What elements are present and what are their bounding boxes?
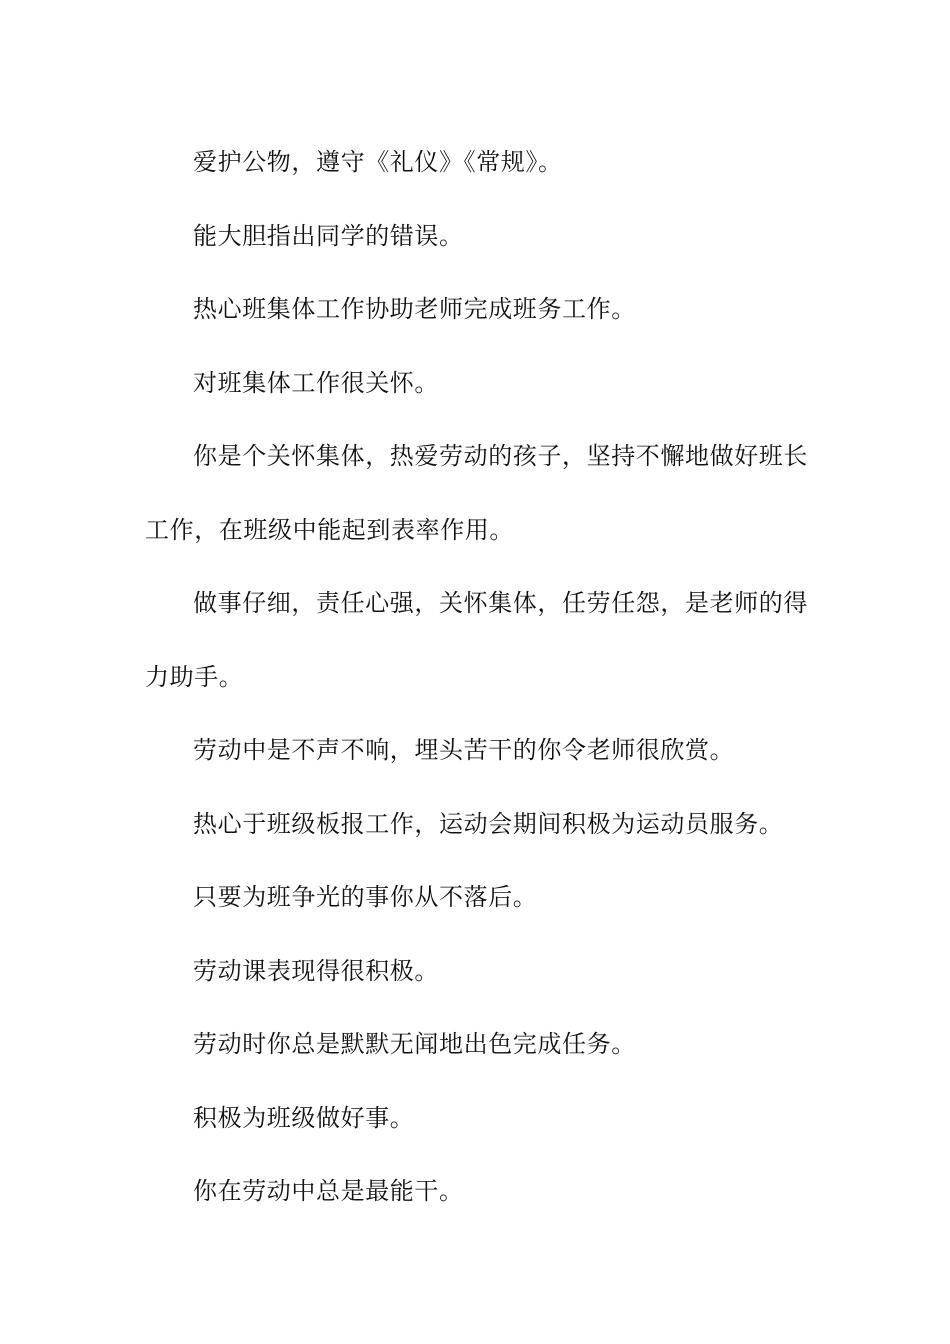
paragraph: 热心班集体工作协助老师完成班务工作。	[193, 295, 636, 323]
paragraph: 你在劳动中总是最能干。	[193, 1177, 464, 1205]
paragraph: 爱护公物，遵守《礼仪》《常规》。	[193, 148, 563, 176]
paragraph: 热心于班级板报工作，运动会期间积极为运动员服务。	[193, 809, 784, 838]
paragraph: 劳动时你总是默默无闻地出色完成任务。	[193, 1030, 636, 1058]
paragraph: 能大胆指出同学的错误。	[193, 221, 464, 250]
paragraph: 做事仔细，责任心强，关怀集体，任劳任怨，是老师的得力助手。	[145, 589, 808, 691]
paragraph: 劳动中是不声不响，埋头苦干的你令老师很欣赏。	[193, 736, 735, 764]
document-body	[145, 126, 810, 1229]
paragraph: 劳动课表现得很积极。	[193, 956, 439, 985]
paragraph: 对班集体工作很关怀。	[193, 368, 439, 397]
paragraph: 你是个关怀集体，热爱劳动的孩子，坚持不懈地做好班长工作，在班级中能起到表率作用。	[145, 442, 808, 544]
paragraph: 只要为班争光的事你从不落后。	[193, 883, 538, 911]
paragraph: 积极为班级做好事。	[193, 1103, 415, 1132]
